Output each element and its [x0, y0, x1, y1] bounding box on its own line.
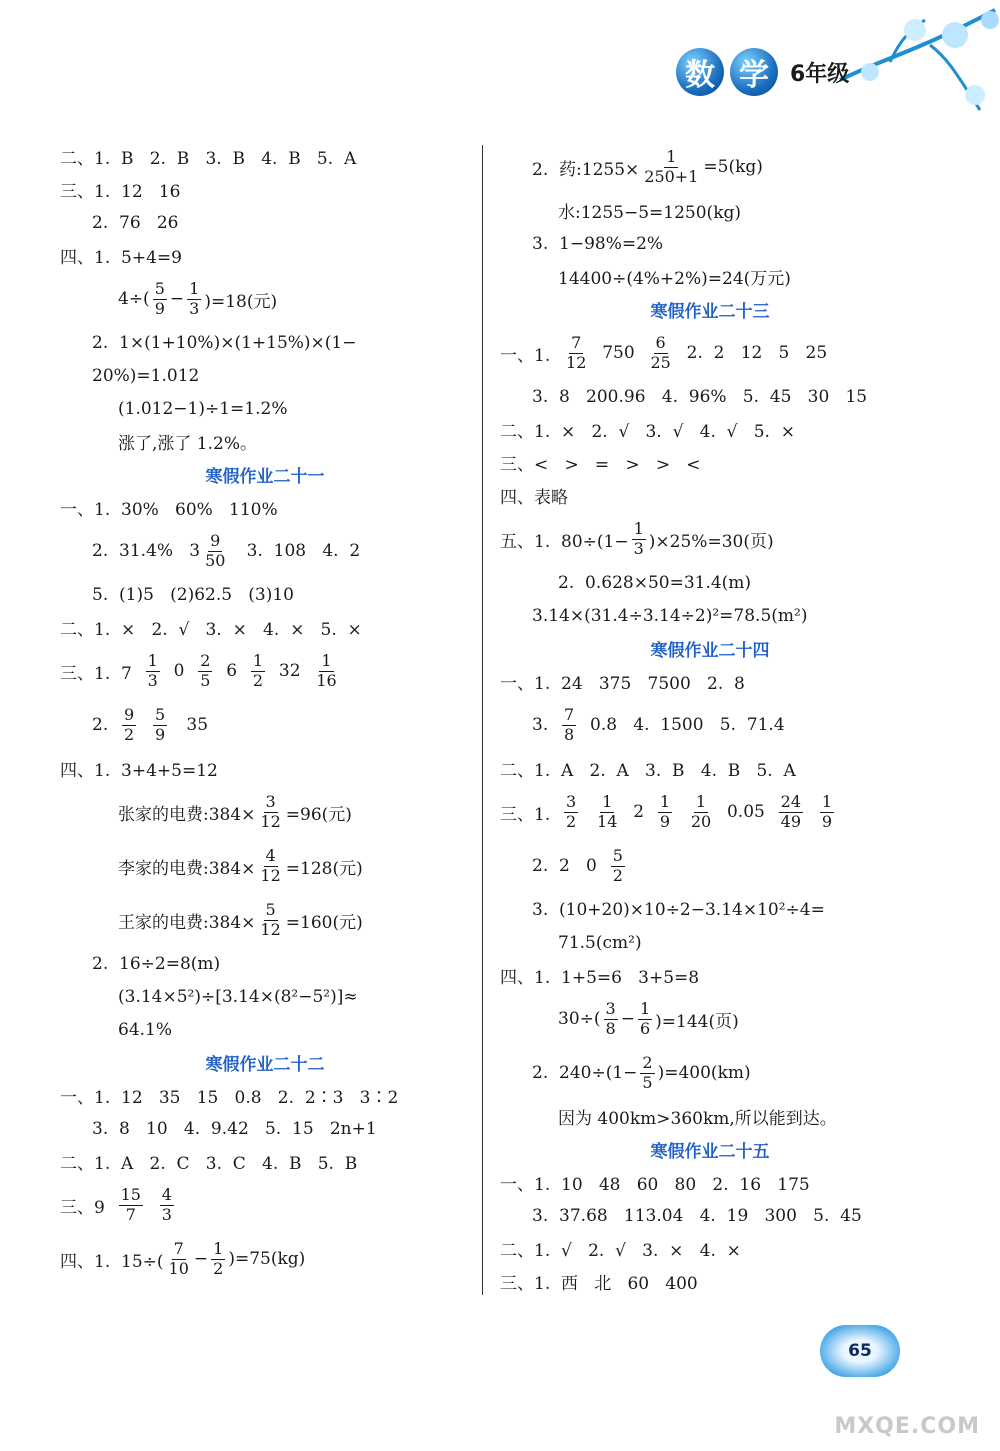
fraction-numerator: 3: [265, 791, 276, 811]
answer-text: [146, 1195, 157, 1215]
fraction: [314, 650, 338, 690]
fraction: [153, 278, 167, 318]
answer-line: [60, 785, 470, 839]
fraction: [648, 332, 672, 372]
answer-text: 5. (1)5 (2)62.5 (3)10: [92, 584, 294, 605]
section-heading: [60, 1046, 470, 1079]
fraction: [146, 650, 160, 690]
answer-text: 寒假作业二十一: [205, 467, 325, 487]
fraction: [564, 332, 588, 372]
fraction-denominator: 2: [213, 1258, 224, 1278]
answer-line: [60, 752, 470, 785]
answer-line: [60, 947, 470, 980]
snowy-branch-decoration: [830, 0, 1000, 140]
answer-text: 3. 1−98%=2%: [532, 233, 664, 254]
fraction: [153, 704, 167, 744]
answer-text: 一、1.: [500, 345, 562, 366]
answer-text: 四、1. 3+4+5=12: [60, 761, 218, 781]
fraction: [198, 650, 212, 690]
answer-text: [806, 802, 817, 822]
answer-line: [500, 839, 920, 893]
answer-line: [500, 599, 920, 632]
answer-line: [500, 380, 920, 413]
answer-text: 20%)=1.012: [92, 365, 200, 386]
answer-text: 三、1. 西 北 60 400: [500, 1274, 698, 1294]
fraction-numerator: 7: [571, 332, 582, 352]
answer-line: [500, 752, 920, 785]
fraction-denominator: 6: [639, 1018, 651, 1038]
answer-text: 0: [162, 661, 196, 681]
fraction-numerator: 1: [695, 791, 707, 811]
fraction: [632, 518, 646, 558]
answer-text: 四、表略: [500, 488, 568, 508]
answer-text: 三、9: [60, 1197, 116, 1218]
fraction-numerator: 3: [605, 998, 616, 1018]
answer-line: [500, 992, 920, 1046]
answer-text: [675, 802, 686, 822]
section-heading: [500, 293, 920, 326]
fraction-denominator: 9: [659, 811, 671, 831]
answer-text: 一、1. 10 48 60 80 2. 16 175: [500, 1175, 810, 1195]
answer-line: [500, 926, 920, 959]
fraction-numerator: 9: [124, 704, 135, 724]
answer-text: (1.012−1)÷1=1.2%: [118, 398, 288, 419]
answer-text: 2. 0.628×50=31.4(m): [558, 572, 752, 593]
answer-line: [500, 893, 920, 926]
answer-text: 2. 240÷(1−: [532, 1063, 638, 1083]
answer-text: )=18(元): [204, 291, 278, 312]
answer-line: [60, 173, 470, 206]
fraction: [251, 650, 265, 690]
answer-text: 水:1255−5=1250(kg): [558, 203, 742, 223]
fraction-denominator: 16: [316, 670, 337, 690]
answer-line: [500, 959, 920, 992]
answer-text: 3.: [532, 715, 560, 735]
answer-text: 2. 76 26: [92, 212, 179, 233]
fraction-denominator: 2: [566, 811, 577, 831]
answer-text: 30÷(: [558, 1009, 601, 1029]
fraction-denominator: 8: [605, 1018, 616, 1038]
answer-line: [500, 326, 920, 380]
answer-text: 750: [591, 343, 646, 363]
fraction-numerator: 5: [612, 845, 623, 865]
answer-text: −: [169, 289, 185, 309]
answer-line: [60, 1178, 470, 1232]
answer-line: [500, 1199, 920, 1232]
fraction-numerator: 5: [154, 278, 165, 298]
section-heading: [60, 458, 470, 491]
fraction: [160, 1184, 174, 1224]
fraction: [638, 998, 652, 1038]
answer-text: 2. 2 0: [532, 856, 608, 876]
fraction: [595, 791, 619, 831]
answer-line: [60, 1232, 470, 1286]
fraction: [258, 845, 282, 885]
fraction-numerator: 1: [147, 650, 158, 670]
answer-text: 32: [268, 661, 312, 681]
answer-text: 一、1. 30% 60% 110%: [60, 500, 278, 520]
answer-text: 涨了,涨了 1.2%。: [118, 434, 257, 454]
answer-line: [60, 392, 470, 425]
page-number-badge: [820, 1325, 900, 1377]
fraction-numerator: 7: [173, 1238, 184, 1258]
answer-line: [60, 1079, 470, 1112]
answer-text: 四、1. 5+4=9: [60, 248, 182, 268]
answer-line: [60, 578, 470, 611]
fraction-numerator: 24: [780, 791, 802, 811]
answer-text: 4÷(: [118, 289, 150, 309]
answer-text: (3.14×5²)÷[3.14×(8²−5²)]≈: [118, 986, 358, 1007]
answer-line: [500, 227, 920, 260]
fraction-numerator: 1: [633, 518, 644, 538]
answer-line: [60, 893, 470, 947]
fraction-numerator: 1: [602, 791, 613, 811]
fraction: [562, 704, 576, 744]
fraction-numerator: 9: [210, 530, 221, 550]
answer-text: 因为 400km>360km,所以能到达。: [558, 1109, 837, 1129]
answer-line: [500, 479, 920, 512]
answer-line: [500, 194, 920, 227]
answer-text: 2. 1×(1+10%)×(1+15%)×(1−: [92, 332, 357, 353]
answer-text: 张家的电费:384×: [118, 804, 256, 825]
fraction: [258, 791, 282, 831]
answer-text: )=400(km): [657, 1063, 751, 1083]
answer-text: 二、1. A 2. A 3. B 4. B 5. A: [500, 761, 796, 781]
answer-text: 3. 8 200.96 4. 96% 5. 45 30 15: [532, 386, 868, 407]
fraction-denominator: 2: [124, 724, 135, 744]
answer-line: [500, 512, 920, 566]
fraction: [642, 146, 700, 186]
fraction-numerator: 5: [155, 704, 166, 724]
answer-text: 2. 药:1255×: [532, 159, 640, 180]
fraction-denominator: 10: [168, 1258, 189, 1278]
answer-text: 三、< > = > > <: [500, 455, 701, 475]
answer-line: [500, 413, 920, 446]
answer-line: [60, 644, 470, 698]
answer-text: 3. 8 10 4. 9.42 5. 15 2n+1: [92, 1118, 377, 1139]
answer-text: 2.: [92, 715, 120, 735]
answer-text: =160(元): [285, 912, 363, 933]
fraction-numerator: 1: [639, 998, 651, 1018]
answer-line: [60, 980, 470, 1013]
answer-text: 二、1. A 2. C 3. C 4. B 5. B: [60, 1154, 358, 1174]
answer-line: [500, 1046, 920, 1100]
answer-line: [500, 566, 920, 599]
answer-text: )×25%=30(页): [648, 531, 774, 552]
fraction-denominator: 12: [260, 919, 281, 939]
fraction-denominator: 49: [780, 811, 802, 831]
answer-text: 一、1. 12 35 15 0.8 2. 2∶3 3∶2: [60, 1088, 399, 1108]
fraction-numerator: 2: [642, 1052, 653, 1072]
fraction-denominator: 5: [200, 670, 211, 690]
answer-text: 0.05: [716, 802, 776, 822]
section-heading: [500, 1133, 920, 1166]
fraction-denominator: 20: [690, 811, 712, 831]
subject-char-2: 学: [730, 48, 778, 96]
answer-text: 71.5(cm²): [558, 932, 642, 953]
answer-text: 6: [215, 661, 248, 681]
answer-line: [60, 1145, 470, 1178]
fraction-numerator: 5: [265, 899, 276, 919]
fraction-denominator: 12: [260, 865, 281, 885]
answer-text: 3. 37.68 113.04 4. 19 300 5. 45: [532, 1205, 862, 1226]
column-divider: [482, 145, 483, 1295]
answer-text: 三、1.: [500, 804, 562, 825]
right-column: [500, 140, 920, 1298]
answer-line: [60, 698, 470, 752]
answer-text: 3. 108 4. 2: [230, 541, 361, 561]
answer-line: [500, 1100, 920, 1133]
answer-line: [500, 785, 920, 839]
fraction: [640, 1052, 654, 1092]
answer-line: [500, 1265, 920, 1298]
answer-text: 李家的电费:384×: [118, 858, 256, 879]
fraction-denominator: 2: [252, 670, 264, 690]
answer-text: 2. 16÷2=8(m): [92, 953, 221, 974]
answer-text: 2. 2 12 5 25: [675, 343, 828, 363]
answer-text: −: [193, 1249, 209, 1269]
answer-text: 寒假作业二十二: [205, 1055, 325, 1075]
fraction: [122, 704, 136, 744]
answer-line: [60, 611, 470, 644]
fraction-numerator: 2: [200, 650, 211, 670]
fraction-numerator: 4: [265, 845, 276, 865]
fraction-denominator: 50: [205, 550, 226, 570]
answer-text: 三、1. 7: [60, 663, 143, 684]
subject-label: [676, 48, 849, 96]
left-column: [60, 140, 470, 1286]
fraction: [820, 791, 834, 831]
answer-line: [60, 359, 470, 392]
fraction-numerator: 1: [252, 650, 264, 670]
fraction: [658, 791, 672, 831]
fraction-denominator: 8: [564, 724, 575, 744]
fraction-numerator: 3: [566, 791, 577, 811]
fraction-numerator: 1: [189, 278, 200, 298]
fraction: [611, 845, 625, 885]
answer-text: =128(元): [285, 858, 363, 879]
fraction-denominator: 7: [125, 1204, 136, 1224]
fraction: [167, 1238, 191, 1278]
answer-text: 寒假作业二十四: [650, 641, 770, 661]
fraction-denominator: 9: [155, 724, 166, 744]
fraction-denominator: 5: [642, 1072, 653, 1092]
fraction-numerator: 15: [120, 1184, 141, 1204]
fraction: [211, 1238, 225, 1278]
fraction: [564, 791, 578, 831]
answer-text: 3.14×(31.4÷3.14÷2)²=78.5(m²): [532, 605, 808, 626]
fraction-numerator: 4: [161, 1184, 172, 1204]
answer-line: [60, 1112, 470, 1145]
answer-text: 二、1. × 2. √ 3. × 4. × 5. ×: [60, 620, 362, 640]
answer-text: 四、1. 15÷(: [60, 1251, 164, 1272]
answer-text: 王家的电费:384×: [118, 912, 256, 933]
fraction-numerator: 1: [213, 1238, 224, 1258]
answer-line: [500, 446, 920, 479]
answer-text: 一、1. 24 375 7500 2. 8: [500, 674, 745, 694]
fraction-denominator: 3: [147, 670, 158, 690]
answer-line: [60, 524, 470, 578]
answer-text: [581, 802, 592, 822]
answer-text: 14400÷(4%+2%)=24(万元): [558, 269, 791, 289]
answer-line: [60, 206, 470, 239]
answer-line: [60, 425, 470, 458]
fraction-denominator: 14: [597, 811, 618, 831]
answer-line: [60, 1013, 470, 1046]
fraction-denominator: 2: [612, 865, 623, 885]
answer-text: [139, 715, 150, 735]
fraction-numerator: 1: [659, 791, 671, 811]
answer-text: 2. 31.4% 3: [92, 541, 201, 561]
fraction: [119, 1184, 143, 1224]
fraction-numerator: 1: [321, 650, 332, 670]
answer-text: )=75(kg): [228, 1249, 306, 1269]
fraction-numerator: 6: [655, 332, 666, 352]
answer-line: [60, 272, 470, 326]
fraction-denominator: 3: [189, 298, 200, 318]
answer-line: [60, 326, 470, 359]
answer-text: −: [620, 1009, 635, 1029]
answer-line: [60, 491, 470, 524]
fraction: [187, 278, 201, 318]
answer-text: 35: [170, 715, 209, 735]
fraction-denominator: 3: [633, 538, 644, 558]
answer-line: [60, 239, 470, 272]
page-number: 65: [848, 1341, 872, 1361]
fraction-numerator: 1: [666, 146, 677, 166]
fraction-denominator: 25: [650, 352, 671, 372]
answer-text: 2: [622, 802, 655, 822]
fraction-denominator: 3: [161, 1204, 172, 1224]
fraction: [604, 998, 618, 1038]
answer-text: 二、1. × 2. √ 3. √ 4. √ 5. ×: [500, 422, 795, 442]
answer-text: 64.1%: [118, 1019, 173, 1040]
fraction-denominator: 250+1: [644, 166, 699, 186]
answer-text: 四、1. 1+5=6 3+5=8: [500, 968, 700, 988]
fraction-denominator: 12: [566, 352, 587, 372]
answer-text: 二、1. √ 2. √ 3. × 4. ×: [500, 1241, 741, 1261]
answer-line: [500, 665, 920, 698]
answer-text: )=144(页): [655, 1011, 739, 1032]
fraction-denominator: 9: [154, 298, 165, 318]
fraction-numerator: 1: [821, 791, 833, 811]
answer-line: [60, 140, 470, 173]
subject-char-1: 数: [676, 48, 724, 96]
grade-label: 6年级: [790, 61, 850, 87]
answer-line: [500, 140, 920, 194]
watermark: MXQE.COM: [834, 1414, 980, 1439]
answer-text: 0.8 4. 1500 5. 71.4: [579, 715, 785, 735]
answer-text: 寒假作业二十三: [650, 302, 770, 322]
answer-text: 3. (10+20)×10÷2−3.14×10²÷4=: [532, 899, 825, 920]
fraction: [258, 899, 282, 939]
fraction: [779, 791, 803, 831]
answer-line: [500, 698, 920, 752]
fraction: [689, 791, 713, 831]
answer-text: 五、1. 80÷(1−: [500, 531, 629, 552]
answer-line: [500, 260, 920, 293]
section-heading: [500, 632, 920, 665]
answer-text: =96(元): [285, 804, 352, 825]
fraction-denominator: 9: [821, 811, 833, 831]
fraction: [203, 530, 227, 570]
fraction-numerator: 7: [564, 704, 575, 724]
answer-line: [60, 839, 470, 893]
answer-line: [500, 1232, 920, 1265]
answer-text: =5(kg): [703, 157, 763, 177]
answer-text: 三、1. 12 16: [60, 182, 181, 202]
fraction-denominator: 12: [260, 811, 281, 831]
answer-text: 二、1. B 2. B 3. B 4. B 5. A: [60, 149, 357, 169]
answer-line: [500, 1166, 920, 1199]
answer-text: 寒假作业二十五: [650, 1142, 770, 1162]
